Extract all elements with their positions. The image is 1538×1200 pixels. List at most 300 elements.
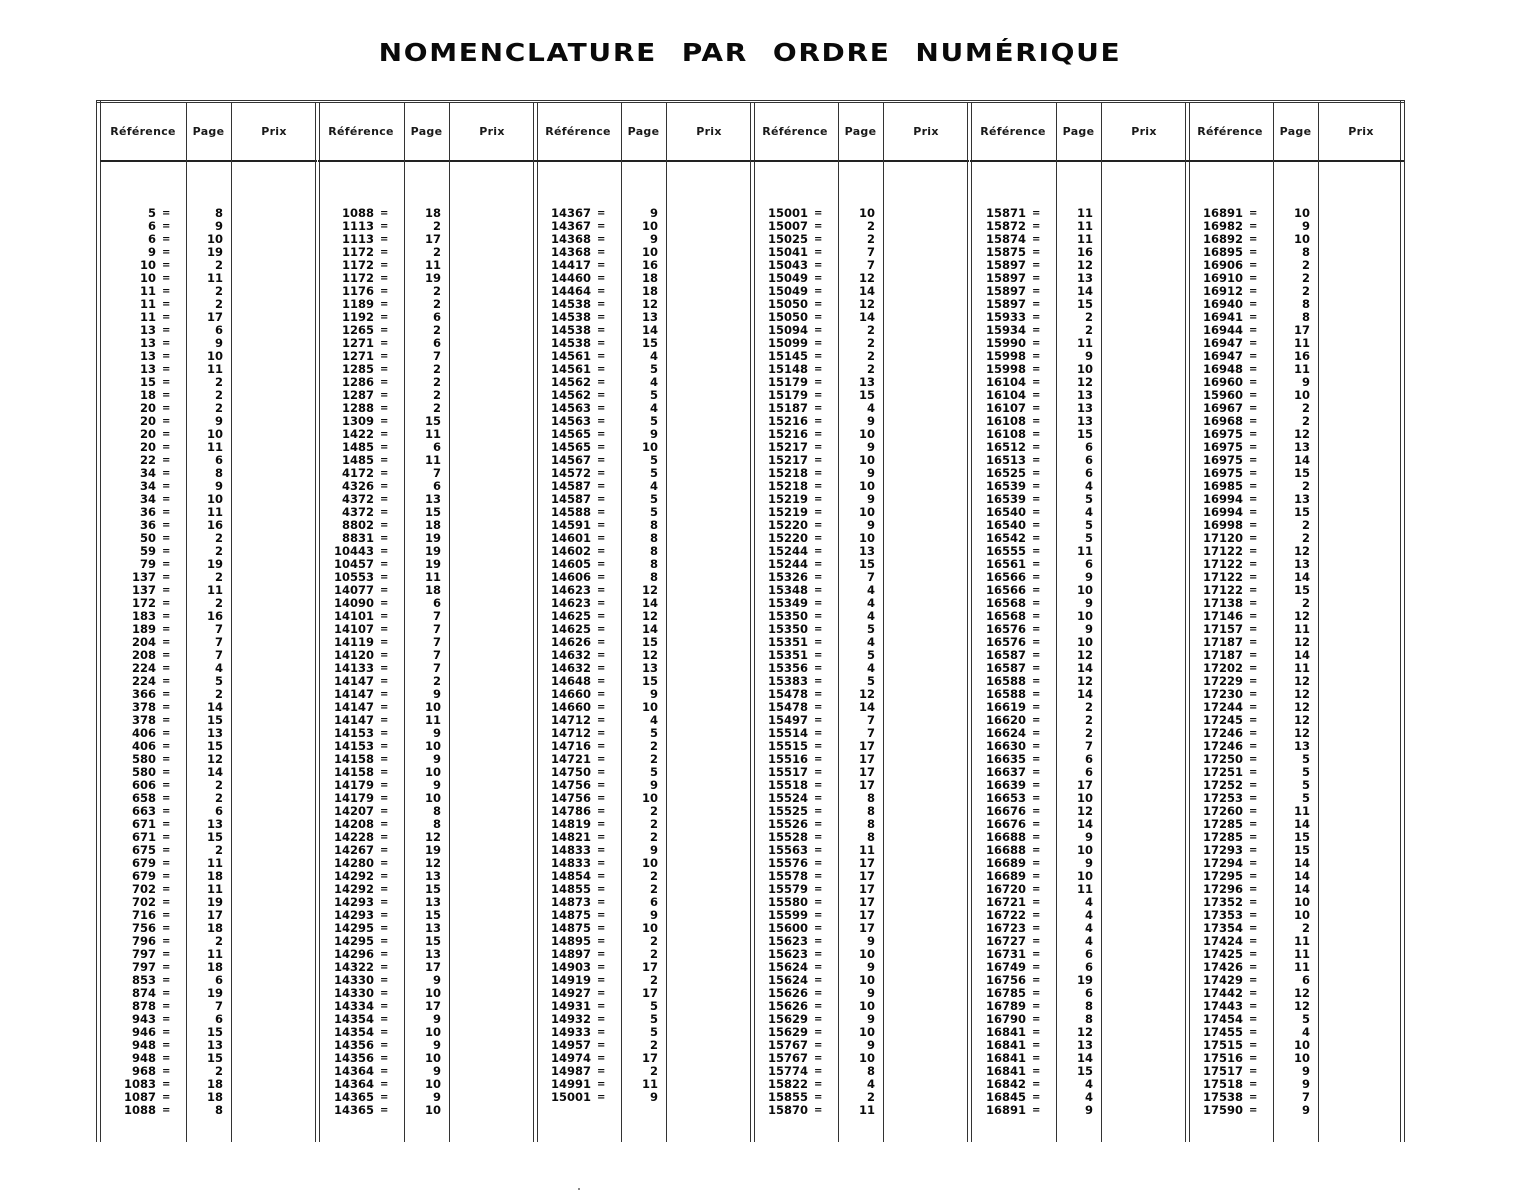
page-cell: 14 [206,700,223,714]
page-cell: 15 [1293,843,1310,857]
page-cell: 2 [432,401,441,415]
reference-cell: 10 [139,271,156,285]
page-cell: 18 [641,284,658,298]
equals-sign: = [380,403,389,414]
equals-sign: = [1249,923,1258,934]
reference-cell: 17295 [1202,869,1243,883]
equals-sign: = [814,273,823,284]
page-cell: 10 [1076,843,1093,857]
equals-sign: = [814,442,823,453]
page-cell: 8 [214,1103,223,1117]
page-cell: 9 [432,1038,441,1052]
equals-sign: = [814,728,823,739]
page-cell: 2 [649,934,658,948]
equals-sign: = [597,806,606,817]
reference-cell: 14147 [333,700,374,714]
page-cell: 11 [1076,336,1093,350]
reference-cell: 14368 [550,232,591,246]
equals-sign: = [380,533,389,544]
equals-sign: = [1249,650,1258,661]
equals-sign: = [162,325,171,336]
equals-sign: = [597,351,606,362]
page-cell: 6 [1084,557,1093,571]
reference-cell: 17429 [1202,973,1243,987]
page-title: NOMENCLATURE PAR ORDRE NUMÉRIQUE [378,38,1122,67]
page-cell: 8 [1301,297,1310,311]
equals-sign: = [597,455,606,466]
reference-cell: 17252 [1202,778,1243,792]
reference-cell: 20 [139,414,156,428]
reference-cell: 14293 [333,895,374,909]
page-cell: 6 [432,596,441,610]
page-cell: 9 [649,1090,658,1104]
equals-sign: = [597,923,606,934]
equals-sign: = [162,572,171,583]
equals-sign: = [1032,325,1041,336]
page-cell: 7 [1084,739,1093,753]
page-cell: 12 [1293,713,1310,727]
page-cell: 10 [1293,206,1310,220]
equals-sign: = [1032,260,1041,271]
equals-sign: = [814,1027,823,1038]
page-cell: 10 [858,999,875,1013]
reference-cell: 16587 [985,661,1026,675]
equals-sign: = [380,1053,389,1064]
reference-cell: 1113 [341,219,374,233]
equals-sign: = [1032,663,1041,674]
reference-cell: 14562 [550,388,591,402]
page-cell: 10 [858,1051,875,1065]
reference-cell: 20 [139,440,156,454]
page-cell: 10 [1293,232,1310,246]
page-cell: 7 [1301,1090,1310,1104]
equals-sign: = [814,624,823,635]
reference-cell: 16891 [1202,206,1243,220]
page-cell: 2 [1301,531,1310,545]
page-cell: 2 [866,323,875,337]
equals-sign: = [1249,468,1258,479]
reference-cell: 16842 [985,1077,1026,1091]
equals-sign: = [162,611,171,622]
equals-sign: = [1249,364,1258,375]
reference-cell: 17424 [1202,934,1243,948]
page-cell: 2 [214,843,223,857]
equals-sign: = [380,598,389,609]
equals-sign: = [1249,546,1258,557]
reference-cell: 17229 [1202,674,1243,688]
page-cell: 2 [866,219,875,233]
page-cell: 10 [424,765,441,779]
equals-sign: = [1249,728,1258,739]
equals-sign: = [162,585,171,596]
page-cell: 19 [206,895,223,909]
equals-sign: = [597,221,606,232]
page-cell: 8 [1084,999,1093,1013]
page-cell: 2 [649,973,658,987]
reference-cell: 663 [131,804,156,818]
equals-sign: = [1032,1014,1041,1025]
page-cell: 17 [858,908,875,922]
speck [578,1188,580,1190]
page-cell: 7 [214,622,223,636]
page-cell: 2 [866,232,875,246]
equals-sign: = [380,767,389,778]
reference-cell: 16891 [985,1103,1026,1117]
reference-cell: 16906 [1202,258,1243,272]
equals-sign: = [162,845,171,856]
reference-cell: 14626 [550,635,591,649]
page-cell: 15 [424,414,441,428]
reference-cell: 15626 [767,999,808,1013]
equals-sign: = [1032,988,1041,999]
page-cell: 9 [432,778,441,792]
page-cell: 4 [866,661,875,675]
equals-sign: = [814,910,823,921]
equals-sign: = [1249,910,1258,921]
page-cell: 8 [214,206,223,220]
page-cell: 11 [206,856,223,870]
reference-cell: 1309 [341,414,374,428]
reference-cell: 15148 [767,362,808,376]
reference-cell: 16588 [985,674,1026,688]
reference-cell: 14572 [550,466,591,480]
reference-cell: 15049 [767,284,808,298]
equals-sign: = [380,780,389,791]
page-cell: 4 [1084,505,1093,519]
reference-cell: 4172 [341,466,374,480]
page-cell: 12 [1076,1025,1093,1039]
reference-cell: 15526 [767,817,808,831]
equals-sign: = [1249,403,1258,414]
equals-sign: = [814,234,823,245]
reference-cell: 1422 [341,427,374,441]
page-cell: 17 [858,778,875,792]
reference-cell: 14365 [333,1103,374,1117]
equals-sign: = [597,364,606,375]
page-cell: 18 [424,518,441,532]
equals-sign: = [597,1001,606,1012]
equals-sign: = [814,260,823,271]
reference-cell: 874 [131,986,156,1000]
page-cell: 14 [641,596,658,610]
equals-sign: = [1249,247,1258,258]
reference-cell: 14833 [550,856,591,870]
equals-sign: = [380,572,389,583]
reference-cell: 14330 [333,973,374,987]
equals-sign: = [597,286,606,297]
reference-cell: 16994 [1202,505,1243,519]
reference-cell: 15774 [767,1064,808,1078]
equals-sign: = [380,949,389,960]
reference-cell: 15518 [767,778,808,792]
page-cell: 11 [1076,219,1093,233]
reference-cell: 13 [139,336,156,350]
equals-sign: = [380,1001,389,1012]
equals-sign: = [162,286,171,297]
page-cell: 16 [206,518,223,532]
page-cell: 12 [1293,726,1310,740]
page-cell: 8 [1084,1012,1093,1026]
equals-sign: = [380,1040,389,1051]
equals-sign: = [1032,572,1041,583]
equals-sign: = [1249,702,1258,713]
page-cell: 19 [206,986,223,1000]
equals-sign: = [1032,1053,1041,1064]
equals-sign: = [380,1092,389,1103]
page-cell: 5 [1084,531,1093,545]
equals-sign: = [1249,1105,1258,1116]
reference-cell: 34 [139,479,156,493]
reference-cell: 15219 [767,505,808,519]
page-cell: 2 [214,1064,223,1078]
reference-cell: 15001 [550,1090,591,1104]
page-cell: 17 [206,310,223,324]
equals-sign: = [1032,793,1041,804]
equals-sign: = [1249,806,1258,817]
equals-sign: = [1249,741,1258,752]
reference-cell: 14623 [550,596,591,610]
page-cell: 13 [206,817,223,831]
reference-cell: 15874 [985,232,1026,246]
page-cell: 2 [432,375,441,389]
equals-sign: = [162,364,171,375]
page-cell: 9 [432,752,441,766]
header-page: Page [192,125,225,138]
page-cell: 4 [649,479,658,493]
reference-cell: 15099 [767,336,808,350]
equals-sign: = [162,299,171,310]
equals-sign: = [380,364,389,375]
page-cell: 5 [649,362,658,376]
equals-sign: = [1032,936,1041,947]
page-cell: 15 [206,739,223,753]
page-cell: 10 [641,219,658,233]
page-cell: 12 [641,609,658,623]
equals-sign: = [162,1066,171,1077]
equals-sign: = [380,390,389,401]
equals-sign: = [597,715,606,726]
equals-sign: = [814,715,823,726]
page-cell: 4 [214,661,223,675]
reference-cell: 16723 [985,921,1026,935]
reference-cell: 22 [139,453,156,467]
page-cell: 9 [866,960,875,974]
page-cell: 18 [206,921,223,935]
page-cell: 9 [432,726,441,740]
page-cell: 2 [1084,310,1093,324]
reference-cell: 16749 [985,960,1026,974]
reference-cell: 16108 [985,414,1026,428]
reference-cell: 17122 [1202,583,1243,597]
equals-sign: = [1032,494,1041,505]
page-cell: 14 [1293,570,1310,584]
reference-cell: 14133 [333,661,374,675]
equals-sign: = [1032,897,1041,908]
page-cell: 5 [649,414,658,428]
reference-cell: 6 [147,219,156,233]
reference-cell: 406 [131,739,156,753]
page-cell: 10 [206,492,223,506]
reference-cell: 15050 [767,297,808,311]
equals-sign: = [597,936,606,947]
equals-sign: = [162,936,171,947]
table-row [100,311,317,324]
equals-sign: = [1032,299,1041,310]
equals-sign: = [1032,884,1041,895]
equals-sign: = [1249,299,1258,310]
page-cell: 11 [206,362,223,376]
equals-sign: = [162,390,171,401]
reference-cell: 14365 [333,1090,374,1104]
reference-cell: 10457 [333,557,374,571]
equals-sign: = [162,1027,171,1038]
equals-sign: = [380,273,389,284]
page-cell: 9 [866,492,875,506]
reference-cell: 15579 [767,882,808,896]
page-cell: 2 [432,674,441,688]
table-header [100,103,317,162]
equals-sign: = [162,754,171,765]
reference-cell: 14587 [550,479,591,493]
equals-sign: = [1032,637,1041,648]
equals-sign: = [380,234,389,245]
reference-cell: 16635 [985,752,1026,766]
equals-sign: = [1249,832,1258,843]
reference-cell: 14712 [550,726,591,740]
equals-sign: = [380,1027,389,1038]
table-row [100,454,317,467]
header-page: Page [627,125,660,138]
reference-cell: 14207 [333,804,374,818]
equals-sign: = [1032,754,1041,765]
page-cell: 2 [649,804,658,818]
reference-cell: 208 [131,648,156,662]
page-cell: 10 [858,973,875,987]
page-cell: 9 [1301,375,1310,389]
page-cell: 12 [1076,258,1093,272]
reference-cell: 15094 [767,323,808,337]
equals-sign: = [1249,273,1258,284]
page-cell: 6 [1084,986,1093,1000]
reference-cell: 224 [131,674,156,688]
reference-cell: 17251 [1202,765,1243,779]
equals-sign: = [162,975,171,986]
reference-cell: 14417 [550,258,591,272]
page-cell: 17 [424,960,441,974]
equals-sign: = [1249,325,1258,336]
page-cell: 11 [206,505,223,519]
page-cell: 11 [424,570,441,584]
equals-sign: = [814,520,823,531]
reference-cell: 79 [139,557,156,571]
page-cell: 6 [1301,973,1310,987]
equals-sign: = [1032,910,1041,921]
equals-sign: = [380,611,389,622]
reference-cell: 17122 [1202,570,1243,584]
page-cell: 11 [1293,960,1310,974]
equals-sign: = [1032,715,1041,726]
equals-sign: = [1249,988,1258,999]
equals-sign: = [1032,234,1041,245]
page-cell: 6 [432,440,441,454]
equals-sign: = [814,1053,823,1064]
reference-cell: 14354 [333,1012,374,1026]
equals-sign: = [814,585,823,596]
reference-cell: 172 [131,596,156,610]
equals-sign: = [380,741,389,752]
equals-sign: = [1032,286,1041,297]
page-cell: 9 [1084,349,1093,363]
page-cell: 6 [1084,466,1093,480]
equals-sign: = [1032,624,1041,635]
page-cell: 6 [214,804,223,818]
reference-cell: 679 [131,869,156,883]
reference-cell: 14601 [550,531,591,545]
reference-cell: 15516 [767,752,808,766]
reference-cell: 16620 [985,713,1026,727]
equals-sign: = [162,624,171,635]
equals-sign: = [380,1014,389,1025]
page-cell: 15 [424,908,441,922]
reference-cell: 16912 [1202,284,1243,298]
reference-cell: 5 [147,206,156,220]
reference-cell: 14565 [550,440,591,454]
page-cell: 17 [858,869,875,883]
page-cell: 10 [424,1025,441,1039]
reference-cell: 1113 [341,232,374,246]
reference-cell: 14565 [550,427,591,441]
equals-sign: = [597,767,606,778]
reference-cell: 50 [139,531,156,545]
equals-sign: = [597,598,606,609]
page-cell: 8 [432,804,441,818]
page-cell: 15 [858,557,875,571]
equals-sign: = [814,598,823,609]
equals-sign: = [380,988,389,999]
equals-sign: = [1032,845,1041,856]
reference-cell: 14460 [550,271,591,285]
page-cell: 15 [206,1025,223,1039]
page-cell: 11 [858,1103,875,1117]
reference-cell: 14295 [333,921,374,935]
page-cell: 7 [432,466,441,480]
page-cell: 12 [1076,648,1093,662]
page-cell: 15 [424,934,441,948]
equals-sign: = [162,455,171,466]
page-cell: 11 [206,882,223,896]
table-body [970,207,1187,1117]
page-cell: 12 [1293,635,1310,649]
equals-sign: = [597,429,606,440]
equals-sign: = [814,572,823,583]
reference-cell: 14295 [333,934,374,948]
reference-cell: 14119 [333,635,374,649]
page-cell: 5 [1301,791,1310,805]
reference-cell: 16568 [985,596,1026,610]
reference-cell: 17285 [1202,830,1243,844]
page-cell: 17 [858,856,875,870]
page-cell: 10 [858,531,875,545]
reference-cell: 946 [131,1025,156,1039]
reference-cell: 14368 [550,245,591,259]
equals-sign: = [597,325,606,336]
page-cell: 9 [1301,1103,1310,1117]
page-cell: 9 [1084,596,1093,610]
equals-sign: = [814,377,823,388]
reference-cell: 15219 [767,492,808,506]
page-cell: 19 [424,544,441,558]
equals-sign: = [814,221,823,232]
